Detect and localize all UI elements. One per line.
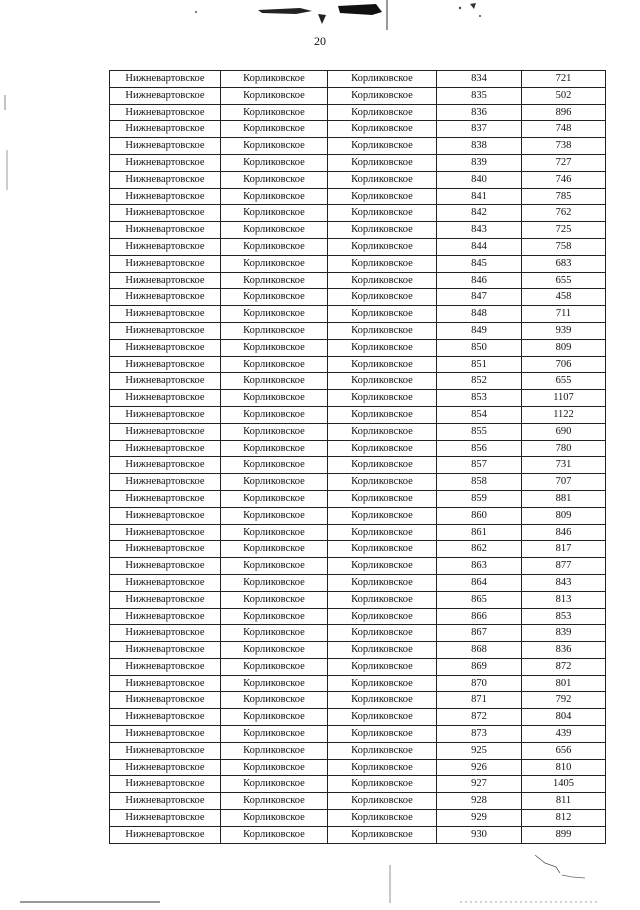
cell-field: Корликовское bbox=[221, 507, 328, 524]
cell-value: 817 bbox=[522, 541, 606, 558]
cell-value: 811 bbox=[522, 793, 606, 810]
cell-district: Нижневартовское bbox=[110, 474, 221, 491]
table-row bbox=[110, 171, 606, 188]
cell-district: Нижневартовское bbox=[110, 272, 221, 289]
cell-district: Нижневартовское bbox=[110, 289, 221, 306]
cell-license-area: Корликовское bbox=[328, 591, 437, 608]
cell-field: Корликовское bbox=[221, 272, 328, 289]
cell-value: 683 bbox=[522, 255, 606, 272]
cell-field: Корликовское bbox=[221, 490, 328, 507]
table-row bbox=[110, 625, 606, 642]
cell-license-area: Корликовское bbox=[328, 793, 437, 810]
cell-well-number: 853 bbox=[437, 390, 522, 407]
cell-value: 707 bbox=[522, 474, 606, 491]
cell-well-number: 834 bbox=[437, 71, 522, 88]
table-row bbox=[110, 423, 606, 440]
cell-district: Нижневартовское bbox=[110, 154, 221, 171]
cell-district: Нижневартовское bbox=[110, 524, 221, 541]
table-row bbox=[110, 810, 606, 827]
cell-field: Корликовское bbox=[221, 574, 328, 591]
cell-value: 810 bbox=[522, 759, 606, 776]
cell-district: Нижневартовское bbox=[110, 558, 221, 575]
cell-value: 853 bbox=[522, 608, 606, 625]
cell-field: Корликовское bbox=[221, 121, 328, 138]
cell-field: Корликовское bbox=[221, 541, 328, 558]
table-row bbox=[110, 826, 606, 843]
cell-field: Корликовское bbox=[221, 675, 328, 692]
table-row bbox=[110, 440, 606, 457]
cell-license-area: Корликовское bbox=[328, 541, 437, 558]
cell-field: Корликовское bbox=[221, 222, 328, 239]
cell-value: 899 bbox=[522, 826, 606, 843]
cell-well-number: 837 bbox=[437, 121, 522, 138]
cell-field: Корликовское bbox=[221, 87, 328, 104]
table-row bbox=[110, 742, 606, 759]
table-row bbox=[110, 238, 606, 255]
cell-value: 812 bbox=[522, 810, 606, 827]
table-row bbox=[110, 87, 606, 104]
table-row bbox=[110, 339, 606, 356]
cell-value: 804 bbox=[522, 709, 606, 726]
cell-field: Корликовское bbox=[221, 255, 328, 272]
cell-well-number: 856 bbox=[437, 440, 522, 457]
cell-value: 502 bbox=[522, 87, 606, 104]
scan-artifact-top bbox=[0, 0, 640, 30]
cell-field: Корликовское bbox=[221, 356, 328, 373]
cell-district: Нижневартовское bbox=[110, 255, 221, 272]
cell-license-area: Корликовское bbox=[328, 776, 437, 793]
cell-license-area: Корликовское bbox=[328, 356, 437, 373]
cell-district: Нижневартовское bbox=[110, 205, 221, 222]
cell-field: Корликовское bbox=[221, 457, 328, 474]
cell-well-number: 844 bbox=[437, 238, 522, 255]
cell-field: Корликовское bbox=[221, 423, 328, 440]
cell-well-number: 838 bbox=[437, 138, 522, 155]
cell-well-number: 864 bbox=[437, 574, 522, 591]
well-data-table bbox=[109, 70, 606, 844]
cell-field: Корликовское bbox=[221, 188, 328, 205]
cell-license-area: Корликовское bbox=[328, 742, 437, 759]
cell-district: Нижневартовское bbox=[110, 675, 221, 692]
cell-value: 721 bbox=[522, 71, 606, 88]
cell-license-area: Корликовское bbox=[328, 625, 437, 642]
cell-value: 758 bbox=[522, 238, 606, 255]
cell-license-area: Корликовское bbox=[328, 154, 437, 171]
cell-well-number: 862 bbox=[437, 541, 522, 558]
cell-district: Нижневартовское bbox=[110, 222, 221, 239]
table-row bbox=[110, 322, 606, 339]
cell-field: Корликовское bbox=[221, 104, 328, 121]
cell-well-number: 925 bbox=[437, 742, 522, 759]
cell-field: Корликовское bbox=[221, 171, 328, 188]
table-row bbox=[110, 709, 606, 726]
cell-field: Корликовское bbox=[221, 440, 328, 457]
scan-artifact-bottom bbox=[0, 845, 640, 905]
cell-district: Нижневартовское bbox=[110, 138, 221, 155]
cell-license-area: Корликовское bbox=[328, 71, 437, 88]
cell-license-area: Корликовское bbox=[328, 238, 437, 255]
cell-district: Нижневартовское bbox=[110, 171, 221, 188]
cell-license-area: Корликовское bbox=[328, 289, 437, 306]
cell-value: 813 bbox=[522, 591, 606, 608]
cell-district: Нижневартовское bbox=[110, 709, 221, 726]
cell-value: 785 bbox=[522, 188, 606, 205]
cell-value: 762 bbox=[522, 205, 606, 222]
cell-well-number: 851 bbox=[437, 356, 522, 373]
cell-value: 727 bbox=[522, 154, 606, 171]
cell-district: Нижневартовское bbox=[110, 440, 221, 457]
cell-well-number: 863 bbox=[437, 558, 522, 575]
cell-value: 656 bbox=[522, 742, 606, 759]
cell-field: Корликовское bbox=[221, 406, 328, 423]
cell-well-number: 866 bbox=[437, 608, 522, 625]
cell-field: Корликовское bbox=[221, 306, 328, 323]
cell-field: Корликовское bbox=[221, 390, 328, 407]
cell-district: Нижневартовское bbox=[110, 574, 221, 591]
table-row bbox=[110, 558, 606, 575]
cell-well-number: 849 bbox=[437, 322, 522, 339]
cell-value: 801 bbox=[522, 675, 606, 692]
scan-artifact-left bbox=[0, 90, 30, 210]
cell-well-number: 839 bbox=[437, 154, 522, 171]
cell-well-number: 855 bbox=[437, 423, 522, 440]
cell-license-area: Корликовское bbox=[328, 524, 437, 541]
cell-license-area: Корликовское bbox=[328, 255, 437, 272]
cell-license-area: Корликовское bbox=[328, 692, 437, 709]
table-row bbox=[110, 524, 606, 541]
cell-value: 439 bbox=[522, 726, 606, 743]
cell-district: Нижневартовское bbox=[110, 826, 221, 843]
cell-field: Корликовское bbox=[221, 625, 328, 642]
cell-well-number: 927 bbox=[437, 776, 522, 793]
cell-license-area: Корликовское bbox=[328, 87, 437, 104]
cell-field: Корликовское bbox=[221, 154, 328, 171]
cell-well-number: 845 bbox=[437, 255, 522, 272]
cell-field: Корликовское bbox=[221, 373, 328, 390]
table-row bbox=[110, 121, 606, 138]
cell-field: Корликовское bbox=[221, 322, 328, 339]
table-row bbox=[110, 541, 606, 558]
cell-value: 1107 bbox=[522, 390, 606, 407]
table-row bbox=[110, 793, 606, 810]
cell-field: Корликовское bbox=[221, 776, 328, 793]
cell-value: 877 bbox=[522, 558, 606, 575]
cell-value: 843 bbox=[522, 574, 606, 591]
cell-license-area: Корликовское bbox=[328, 810, 437, 827]
cell-district: Нижневартовское bbox=[110, 390, 221, 407]
table-row bbox=[110, 457, 606, 474]
cell-license-area: Корликовское bbox=[328, 675, 437, 692]
cell-district: Нижневартовское bbox=[110, 306, 221, 323]
cell-field: Корликовское bbox=[221, 759, 328, 776]
cell-well-number: 926 bbox=[437, 759, 522, 776]
cell-license-area: Корликовское bbox=[328, 138, 437, 155]
cell-license-area: Корликовское bbox=[328, 709, 437, 726]
cell-field: Корликовское bbox=[221, 709, 328, 726]
cell-license-area: Корликовское bbox=[328, 339, 437, 356]
cell-license-area: Корликовское bbox=[328, 423, 437, 440]
cell-district: Нижневартовское bbox=[110, 776, 221, 793]
cell-value: 846 bbox=[522, 524, 606, 541]
cell-license-area: Корликовское bbox=[328, 406, 437, 423]
table-row bbox=[110, 608, 606, 625]
cell-district: Нижневартовское bbox=[110, 793, 221, 810]
cell-license-area: Корликовское bbox=[328, 205, 437, 222]
cell-district: Нижневартовское bbox=[110, 692, 221, 709]
cell-field: Корликовское bbox=[221, 793, 328, 810]
table-row bbox=[110, 490, 606, 507]
table-row bbox=[110, 692, 606, 709]
cell-license-area: Корликовское bbox=[328, 121, 437, 138]
cell-well-number: 841 bbox=[437, 188, 522, 205]
cell-field: Корликовское bbox=[221, 726, 328, 743]
cell-well-number: 858 bbox=[437, 474, 522, 491]
cell-value: 738 bbox=[522, 138, 606, 155]
table-row bbox=[110, 574, 606, 591]
cell-field: Корликовское bbox=[221, 642, 328, 659]
cell-value: 655 bbox=[522, 373, 606, 390]
table-row bbox=[110, 658, 606, 675]
cell-well-number: 854 bbox=[437, 406, 522, 423]
cell-value: 458 bbox=[522, 289, 606, 306]
table-row bbox=[110, 642, 606, 659]
cell-well-number: 835 bbox=[437, 87, 522, 104]
cell-well-number: 871 bbox=[437, 692, 522, 709]
cell-value: 792 bbox=[522, 692, 606, 709]
cell-district: Нижневартовское bbox=[110, 87, 221, 104]
cell-well-number: 870 bbox=[437, 675, 522, 692]
cell-well-number: 860 bbox=[437, 507, 522, 524]
cell-district: Нижневартовское bbox=[110, 356, 221, 373]
cell-district: Нижневартовское bbox=[110, 759, 221, 776]
cell-license-area: Корликовское bbox=[328, 558, 437, 575]
cell-field: Корликовское bbox=[221, 289, 328, 306]
cell-well-number: 842 bbox=[437, 205, 522, 222]
table-row bbox=[110, 205, 606, 222]
cell-license-area: Корликовское bbox=[328, 373, 437, 390]
table-row bbox=[110, 507, 606, 524]
cell-license-area: Корликовское bbox=[328, 726, 437, 743]
cell-field: Корликовское bbox=[221, 692, 328, 709]
cell-well-number: 929 bbox=[437, 810, 522, 827]
cell-field: Корликовское bbox=[221, 238, 328, 255]
cell-well-number: 846 bbox=[437, 272, 522, 289]
cell-field: Корликовское bbox=[221, 810, 328, 827]
table-row bbox=[110, 675, 606, 692]
cell-district: Нижневартовское bbox=[110, 373, 221, 390]
cell-district: Нижневартовское bbox=[110, 541, 221, 558]
cell-field: Корликовское bbox=[221, 524, 328, 541]
cell-value: 836 bbox=[522, 642, 606, 659]
cell-well-number: 861 bbox=[437, 524, 522, 541]
table-row bbox=[110, 776, 606, 793]
cell-license-area: Корликовское bbox=[328, 222, 437, 239]
cell-field: Корликовское bbox=[221, 474, 328, 491]
cell-well-number: 872 bbox=[437, 709, 522, 726]
page-number: 20 bbox=[314, 34, 326, 48]
cell-license-area: Корликовское bbox=[328, 104, 437, 121]
cell-value: 896 bbox=[522, 104, 606, 121]
cell-value: 748 bbox=[522, 121, 606, 138]
table-row bbox=[110, 138, 606, 155]
cell-field: Корликовское bbox=[221, 608, 328, 625]
cell-value: 711 bbox=[522, 306, 606, 323]
cell-value: 706 bbox=[522, 356, 606, 373]
table-row bbox=[110, 474, 606, 491]
cell-license-area: Корликовское bbox=[328, 658, 437, 675]
cell-district: Нижневартовское bbox=[110, 322, 221, 339]
cell-value: 881 bbox=[522, 490, 606, 507]
cell-district: Нижневартовское bbox=[110, 625, 221, 642]
cell-license-area: Корликовское bbox=[328, 642, 437, 659]
cell-district: Нижневартовское bbox=[110, 406, 221, 423]
cell-district: Нижневартовское bbox=[110, 104, 221, 121]
cell-field: Корликовское bbox=[221, 826, 328, 843]
table-row bbox=[110, 591, 606, 608]
cell-license-area: Корликовское bbox=[328, 322, 437, 339]
cell-license-area: Корликовское bbox=[328, 608, 437, 625]
cell-field: Корликовское bbox=[221, 591, 328, 608]
cell-license-area: Корликовское bbox=[328, 759, 437, 776]
cell-well-number: 857 bbox=[437, 457, 522, 474]
cell-district: Нижневартовское bbox=[110, 608, 221, 625]
table-row bbox=[110, 154, 606, 171]
cell-field: Корликовское bbox=[221, 205, 328, 222]
cell-value: 809 bbox=[522, 339, 606, 356]
table-row bbox=[110, 726, 606, 743]
cell-field: Корликовское bbox=[221, 339, 328, 356]
cell-license-area: Корликовское bbox=[328, 440, 437, 457]
table-row bbox=[110, 255, 606, 272]
cell-license-area: Корликовское bbox=[328, 507, 437, 524]
cell-license-area: Корликовское bbox=[328, 272, 437, 289]
cell-license-area: Корликовское bbox=[328, 390, 437, 407]
cell-license-area: Корликовское bbox=[328, 826, 437, 843]
cell-value: 939 bbox=[522, 322, 606, 339]
cell-value: 746 bbox=[522, 171, 606, 188]
cell-license-area: Корликовское bbox=[328, 188, 437, 205]
cell-value: 690 bbox=[522, 423, 606, 440]
cell-field: Корликовское bbox=[221, 71, 328, 88]
cell-district: Нижневартовское bbox=[110, 642, 221, 659]
cell-field: Корликовское bbox=[221, 558, 328, 575]
cell-well-number: 865 bbox=[437, 591, 522, 608]
cell-value: 809 bbox=[522, 507, 606, 524]
table-row bbox=[110, 759, 606, 776]
cell-well-number: 852 bbox=[437, 373, 522, 390]
table-row bbox=[110, 71, 606, 88]
cell-well-number: 868 bbox=[437, 642, 522, 659]
cell-well-number: 840 bbox=[437, 171, 522, 188]
cell-district: Нижневартовское bbox=[110, 742, 221, 759]
cell-district: Нижневартовское bbox=[110, 726, 221, 743]
table-row bbox=[110, 222, 606, 239]
table-row bbox=[110, 289, 606, 306]
cell-district: Нижневартовское bbox=[110, 507, 221, 524]
cell-value: 872 bbox=[522, 658, 606, 675]
cell-license-area: Корликовское bbox=[328, 574, 437, 591]
cell-well-number: 869 bbox=[437, 658, 522, 675]
table-row bbox=[110, 390, 606, 407]
cell-value: 1122 bbox=[522, 406, 606, 423]
cell-district: Нижневартовское bbox=[110, 188, 221, 205]
cell-district: Нижневартовское bbox=[110, 121, 221, 138]
table-row bbox=[110, 104, 606, 121]
table-row bbox=[110, 306, 606, 323]
cell-district: Нижневартовское bbox=[110, 658, 221, 675]
table-row bbox=[110, 356, 606, 373]
cell-value: 1405 bbox=[522, 776, 606, 793]
cell-license-area: Корликовское bbox=[328, 306, 437, 323]
cell-license-area: Корликовское bbox=[328, 490, 437, 507]
cell-well-number: 867 bbox=[437, 625, 522, 642]
cell-district: Нижневартовское bbox=[110, 490, 221, 507]
cell-district: Нижневартовское bbox=[110, 457, 221, 474]
cell-well-number: 843 bbox=[437, 222, 522, 239]
cell-well-number: 836 bbox=[437, 104, 522, 121]
cell-license-area: Корликовское bbox=[328, 457, 437, 474]
table-body bbox=[110, 71, 606, 844]
cell-value: 725 bbox=[522, 222, 606, 239]
cell-license-area: Корликовское bbox=[328, 171, 437, 188]
cell-district: Нижневартовское bbox=[110, 71, 221, 88]
cell-well-number: 873 bbox=[437, 726, 522, 743]
cell-value: 780 bbox=[522, 440, 606, 457]
cell-value: 839 bbox=[522, 625, 606, 642]
cell-well-number: 850 bbox=[437, 339, 522, 356]
table-row bbox=[110, 406, 606, 423]
cell-well-number: 847 bbox=[437, 289, 522, 306]
cell-value: 731 bbox=[522, 457, 606, 474]
cell-field: Корликовское bbox=[221, 658, 328, 675]
cell-district: Нижневартовское bbox=[110, 423, 221, 440]
cell-district: Нижневартовское bbox=[110, 238, 221, 255]
cell-field: Корликовское bbox=[221, 138, 328, 155]
cell-well-number: 930 bbox=[437, 826, 522, 843]
cell-license-area: Корликовское bbox=[328, 474, 437, 491]
cell-district: Нижневартовское bbox=[110, 339, 221, 356]
table-row bbox=[110, 272, 606, 289]
cell-well-number: 928 bbox=[437, 793, 522, 810]
table-row bbox=[110, 188, 606, 205]
cell-district: Нижневартовское bbox=[110, 591, 221, 608]
cell-well-number: 848 bbox=[437, 306, 522, 323]
cell-well-number: 859 bbox=[437, 490, 522, 507]
table-row bbox=[110, 373, 606, 390]
cell-field: Корликовское bbox=[221, 742, 328, 759]
cell-district: Нижневартовское bbox=[110, 810, 221, 827]
cell-value: 655 bbox=[522, 272, 606, 289]
